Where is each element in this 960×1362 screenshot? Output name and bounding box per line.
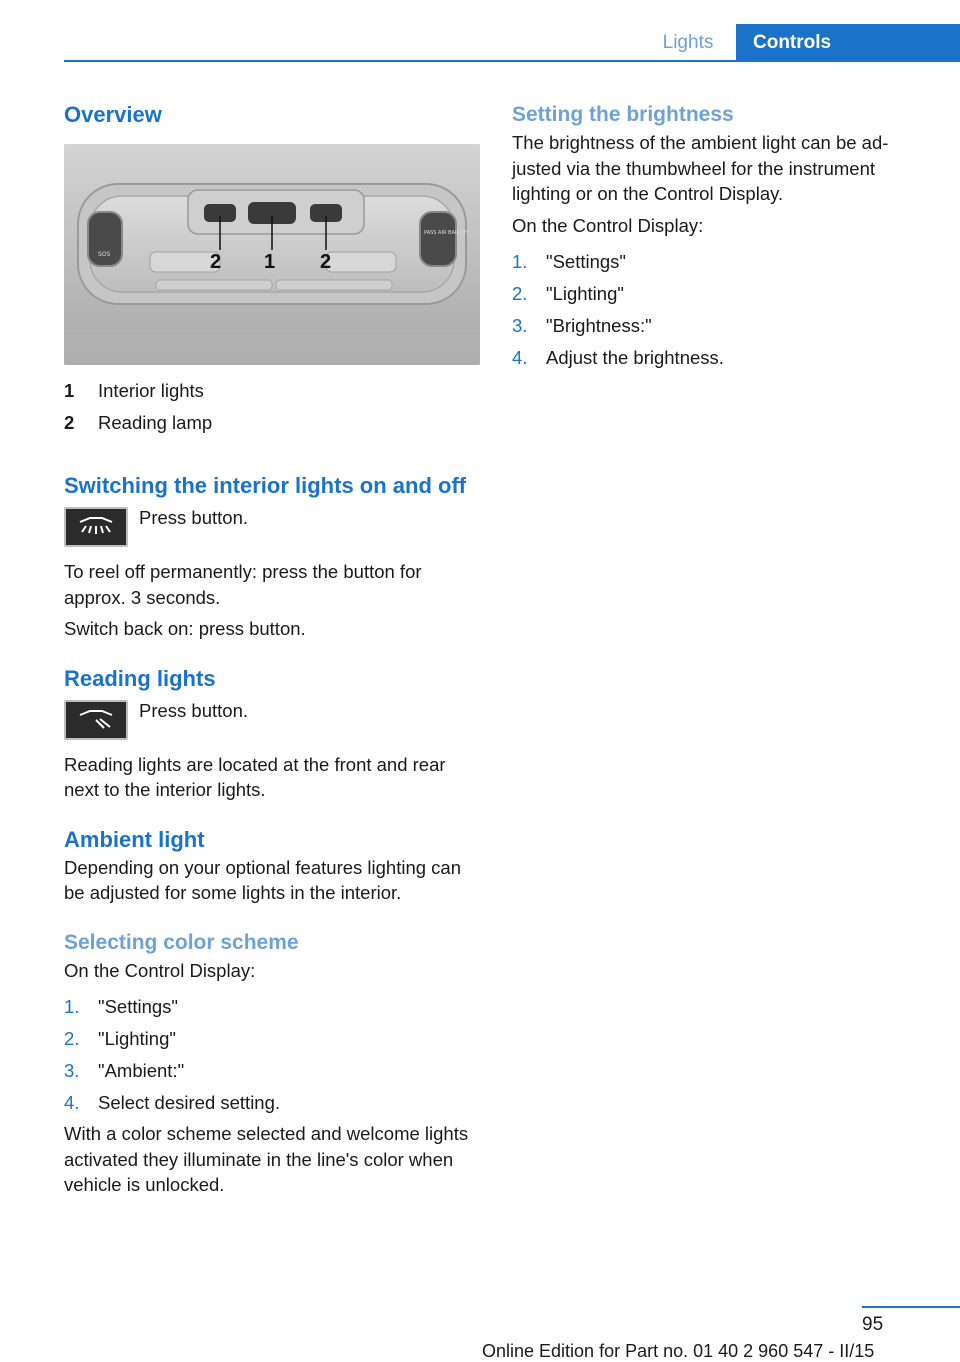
press-button-text: Press button. [139,699,249,721]
interior-light-button-row [64,507,482,547]
step-number: 4. [64,1092,80,1113]
airbag-indicator-shape [420,212,456,266]
list-item [512,342,924,374]
list-item [64,1055,482,1087]
overview-figure [64,144,480,365]
step-text: "Settings" [98,996,178,1017]
list-item [64,991,482,1023]
step-text: "Settings" [546,251,626,272]
overhead-console-illustration [64,144,480,365]
step-number: 3. [64,1060,80,1081]
callout-2-left: 2 [210,251,222,273]
sos-label: SOS [98,251,111,258]
reading-paragraph: Reading lights are located at the front and rear next to the interior lights. [64,753,446,800]
step-text: Adjust the brightness. [546,347,724,368]
press-button-text: Press button. [139,507,249,528]
step-number: 4. [512,347,528,368]
left-column [64,100,482,1198]
legend-number: 2 [64,412,75,433]
legend-label: Reading lamp [98,412,213,433]
step-number: 1. [512,251,528,272]
overview-heading: Overview [64,102,162,127]
header-section-lights: Lights [662,32,714,53]
list-item [512,246,924,278]
callout-2-right: 2 [320,251,332,273]
list-item [512,310,924,342]
legend-item [64,375,482,407]
step-text: "Ambient:" [98,1060,185,1081]
switching-paragraph-2: Switch back on: press button. [64,618,306,639]
reading-lights-heading: Reading lights [64,665,216,691]
callout-1: 1 [264,251,276,273]
step-text: Select desired setting. [98,1092,281,1113]
footer-divider [862,1306,960,1308]
legend-item [64,407,482,439]
airbag-label: PASS AIR BAG OFF [424,230,470,236]
color-scheme-heading: Selecting color scheme [64,930,299,954]
reading-light-button-row [64,700,482,740]
step-text: "Lighting" [98,1028,176,1049]
ambient-light-heading: Ambient light [64,826,205,852]
switching-heading: Switching the interior lights on and off [64,473,467,498]
interior-light-icon [64,507,128,547]
brightness-paragraph: The brightness of the ambient light can be adjusted via the thumbwheel for the instrument lighting or on the Control Display. [512,132,889,204]
switching-paragraph-1: To reel off permanently: press the button for approx. 3 seconds. [64,561,422,608]
right-column [512,100,924,374]
page-number: 95 [862,1314,884,1335]
color-scheme-intro: On the Control Display: [64,959,256,981]
step-text: "Lighting" [546,283,624,304]
reading-light-icon [64,700,128,740]
ambient-paragraph: Depending on your optional features lighting can be adjusted for some lights in the interior. [64,856,462,903]
step-text: "Brightness:" [546,315,652,336]
list-item [512,278,924,310]
brightness-steps [512,246,924,374]
legend-number: 1 [64,380,75,401]
header-section-controls: Controls [736,24,960,62]
header-divider [64,60,960,62]
color-scheme-steps [64,991,482,1119]
list-item [64,1087,482,1119]
color-scheme-note: With a color scheme selected and welcome lights activated they illuminate in the line's color when vehicle is unlocked. [64,1123,469,1195]
step-number: 1. [64,996,80,1017]
legend-label: Interior lights [98,380,204,401]
list-item [64,1023,482,1055]
edition-text: Online Edition for Part no. 01 40 2 960 547 - II/15 [482,1341,875,1361]
step-number: 3. [512,315,528,336]
step-number: 2. [64,1028,80,1049]
step-number: 2. [512,283,528,304]
brightness-heading: Setting the brightness [512,103,734,126]
overview-legend [64,375,482,439]
brightness-intro: On the Control Display: [512,214,704,236]
